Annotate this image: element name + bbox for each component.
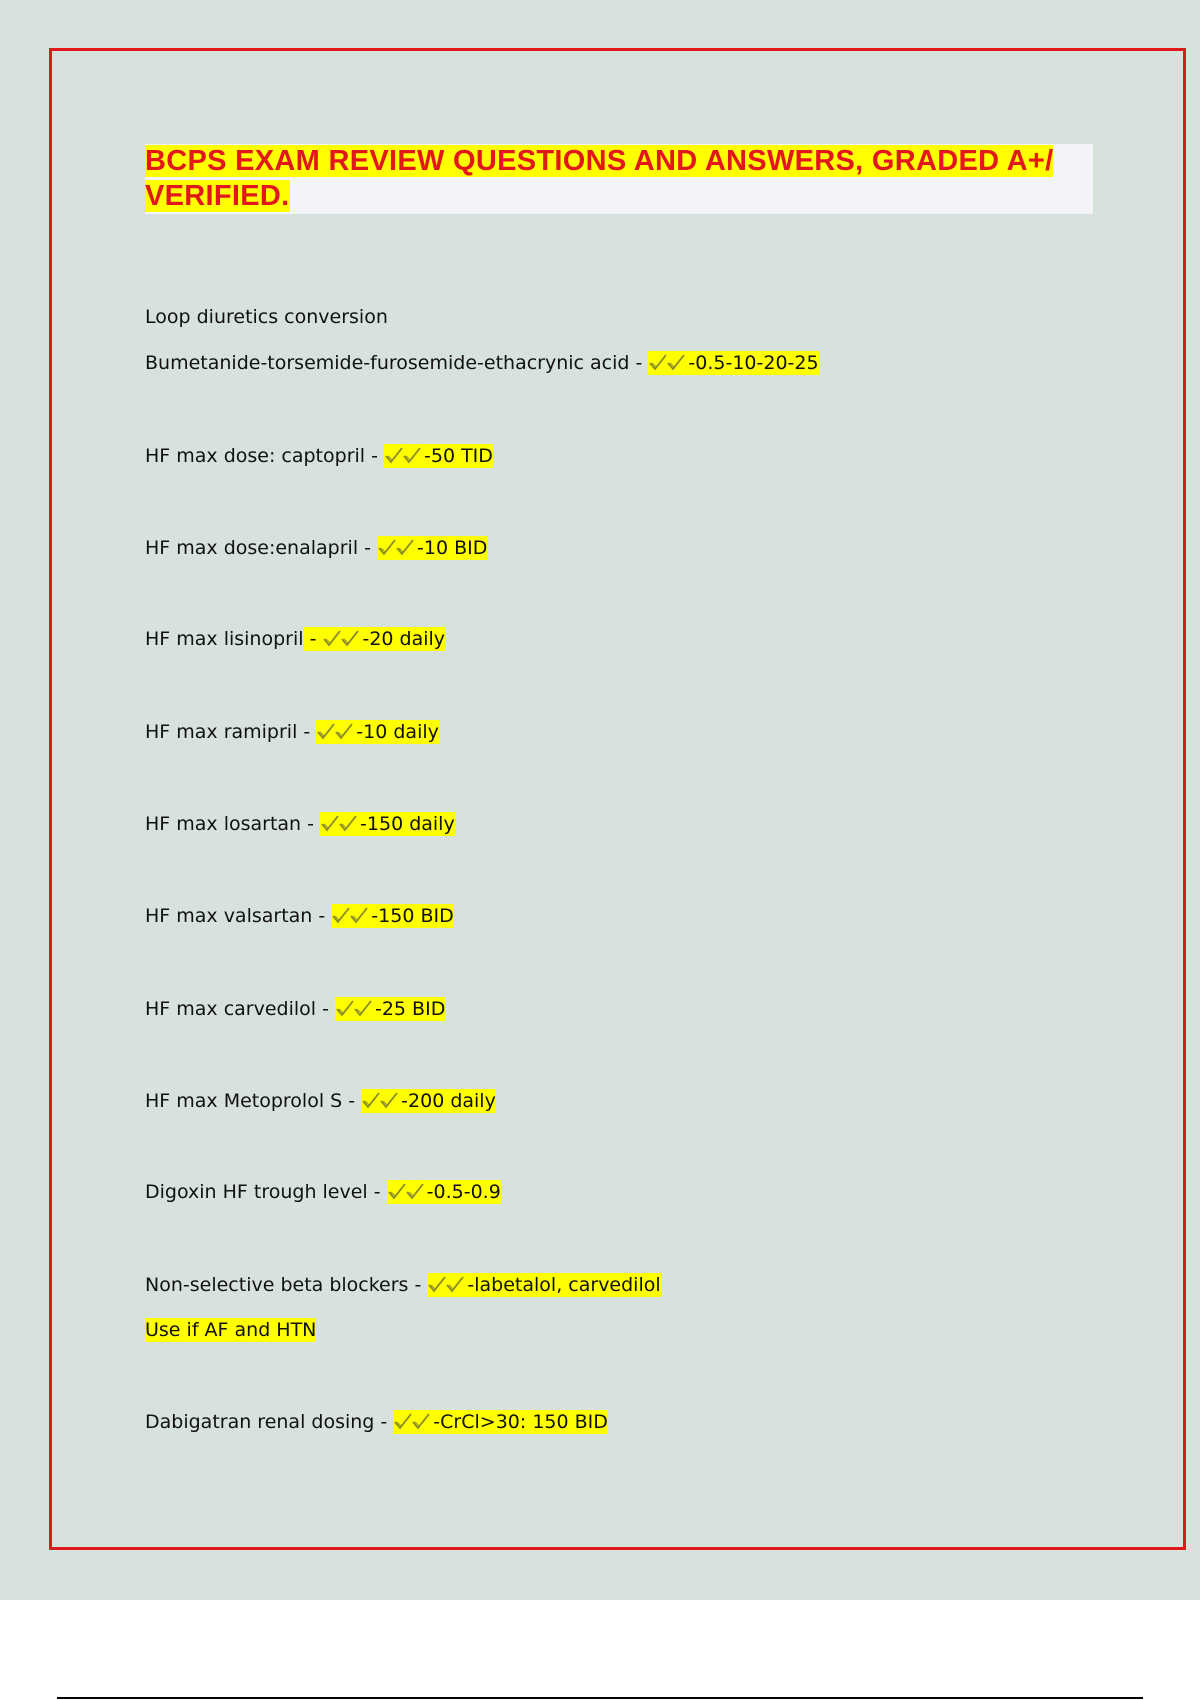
qa-item — [145, 1088, 496, 1114]
answer-highlight — [377, 536, 487, 560]
qa-item — [145, 811, 455, 837]
answer-highlight — [304, 627, 446, 651]
qa-item — [145, 535, 487, 561]
answer-text: -10 daily — [356, 721, 439, 743]
answer-highlight — [393, 1410, 608, 1434]
double-checkmark-icon — [387, 1181, 427, 1201]
double-checkmark-icon — [316, 721, 356, 741]
qa-item — [145, 996, 445, 1022]
section-heading: Loop diuretics conversion — [145, 306, 388, 328]
qa-item — [145, 1409, 608, 1435]
answer-prefix: - — [303, 628, 323, 650]
qa-item — [145, 1179, 501, 1205]
double-checkmark-icon — [320, 813, 360, 833]
qa-item — [145, 626, 445, 652]
answer-text: -150 BID — [371, 905, 454, 927]
double-checkmark-icon — [393, 1411, 433, 1431]
title-line-2: VERIFIED. — [145, 180, 290, 212]
answer-highlight — [427, 1273, 660, 1297]
question-text: Bumetanide-torsemide-furosemide-ethacrynic acid - — [145, 352, 649, 374]
document-title — [145, 144, 1093, 214]
answer-note-line — [145, 1317, 316, 1343]
question-text: HF max ramipril - — [145, 721, 317, 743]
document-title-block — [145, 144, 1093, 214]
question-text: Dabigatran renal dosing - — [145, 1411, 394, 1433]
answer-text: -CrCl>30: 150 BID — [433, 1411, 608, 1433]
qa-item — [145, 350, 819, 376]
question-text: HF max losartan - — [145, 813, 321, 835]
question-text: HF max dose: captopril - — [145, 445, 384, 467]
answer-highlight — [384, 444, 493, 468]
answer-highlight — [316, 720, 439, 744]
answer-highlight — [361, 1089, 496, 1113]
answer-text: -50 TID — [424, 445, 493, 467]
answer-highlight — [648, 351, 818, 375]
question-text: Digoxin HF trough level - — [145, 1181, 387, 1203]
answer-text: -150 daily — [360, 813, 455, 835]
double-checkmark-icon — [335, 998, 375, 1018]
double-checkmark-icon — [322, 628, 362, 648]
double-checkmark-icon — [648, 352, 688, 372]
qa-item — [145, 719, 439, 745]
answer-text: -10 BID — [417, 537, 488, 559]
answer-text: -200 daily — [401, 1090, 496, 1112]
question-text: HF max valsartan - — [145, 905, 332, 927]
answer-text: -0.5-0.9 — [426, 1181, 501, 1203]
answer-text: -0.5-10-20-25 — [688, 352, 819, 374]
answer-note: Use if AF and HTN — [145, 1319, 317, 1341]
double-checkmark-icon — [361, 1090, 401, 1110]
qa-item — [145, 443, 493, 469]
answer-highlight — [387, 1180, 501, 1204]
double-checkmark-icon — [384, 445, 424, 465]
question-text: HF max dose:enalapril - — [145, 537, 378, 559]
question-text: HF max carvedilol - — [145, 998, 335, 1020]
double-checkmark-icon — [331, 905, 371, 925]
answer-text: -25 BID — [374, 998, 446, 1020]
answer-highlight — [331, 904, 453, 928]
footer-divider — [57, 1697, 1143, 1699]
question-text: Non-selective beta blockers - — [145, 1274, 428, 1296]
answer-text: -labetalol, carvedilol — [467, 1274, 661, 1296]
title-line-1: BCPS EXAM REVIEW QUESTIONS AND ANSWERS, GRADED A+/ — [145, 145, 1054, 177]
qa-item — [145, 903, 454, 929]
question-text: HF max lisinopril — [145, 628, 304, 650]
double-checkmark-icon — [427, 1274, 467, 1294]
double-checkmark-icon — [377, 537, 417, 557]
qa-item — [145, 1272, 661, 1298]
answer-text: -20 daily — [362, 628, 446, 650]
question-text: HF max Metoprolol S - — [145, 1090, 362, 1112]
answer-highlight — [320, 812, 455, 836]
answer-highlight — [335, 997, 445, 1021]
